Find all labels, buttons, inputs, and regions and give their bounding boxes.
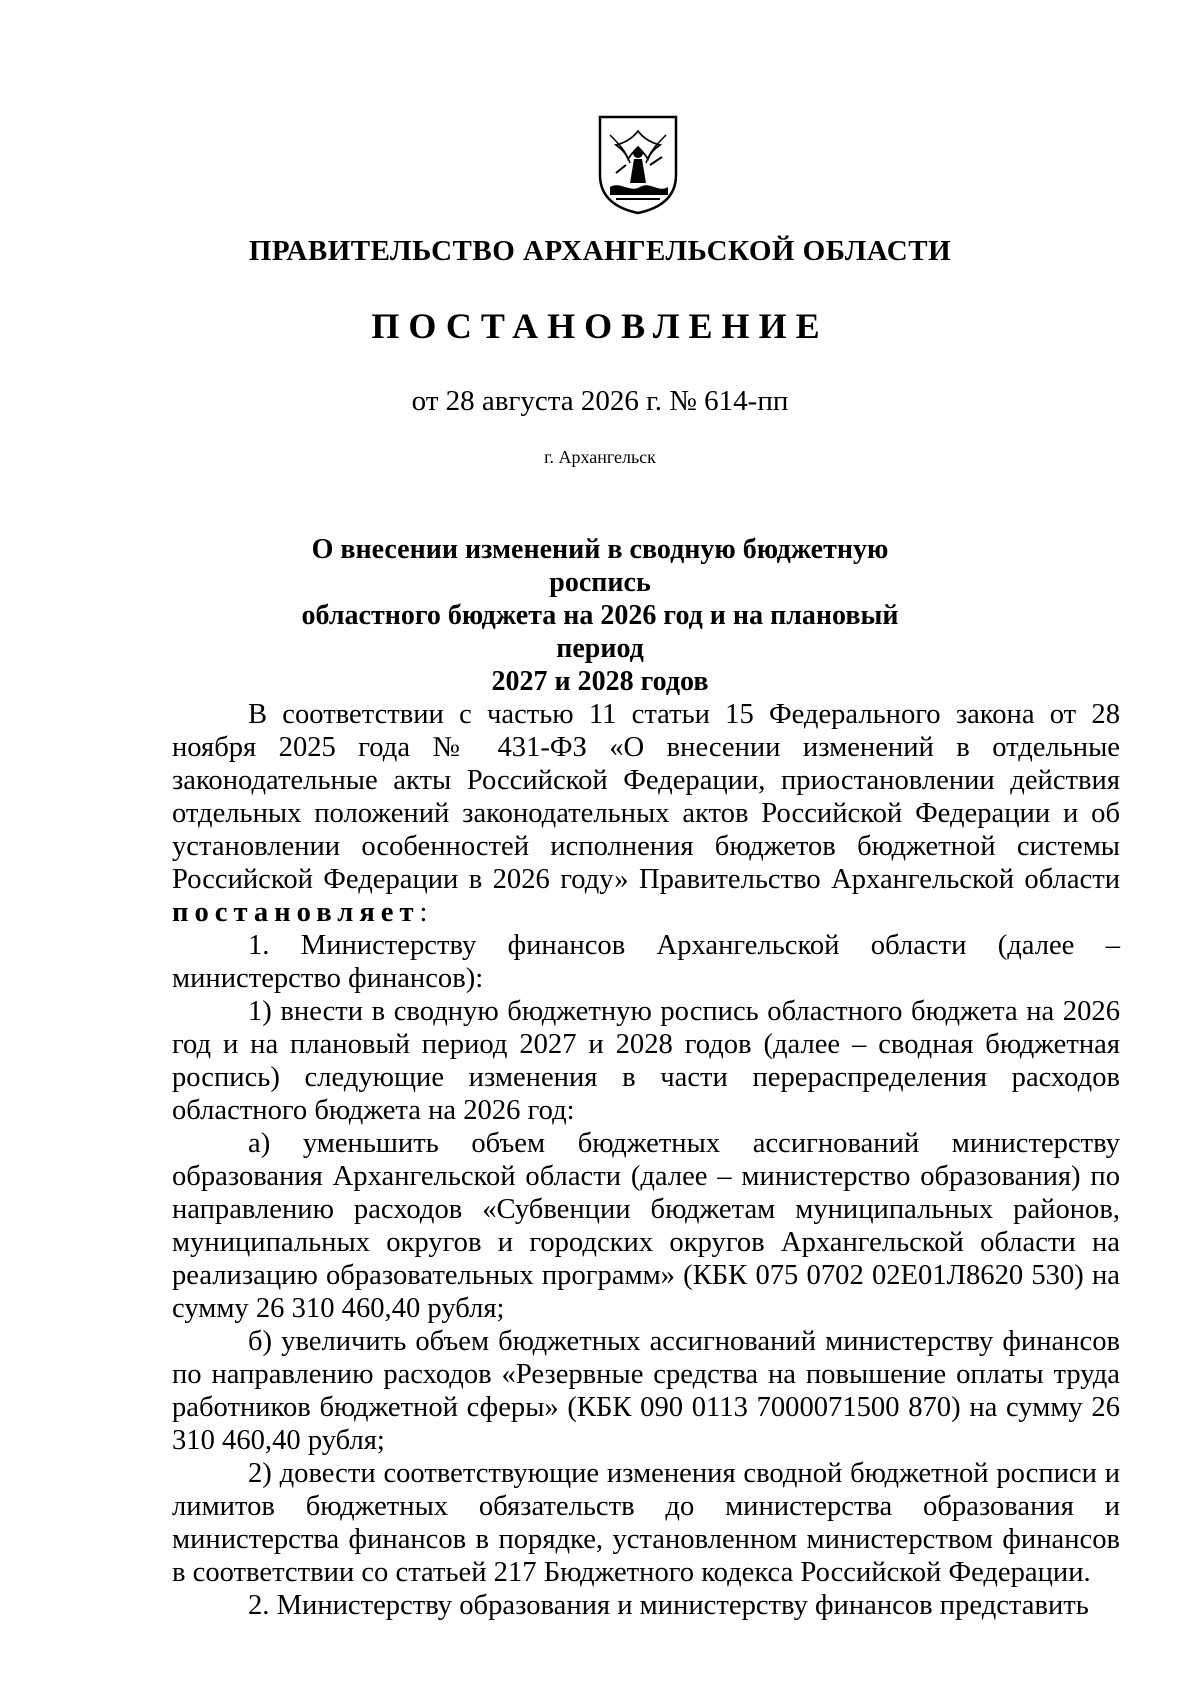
preamble-paragraph — [172, 698, 1120, 929]
resolves-colon: : — [419, 897, 428, 928]
coat-of-arms-emblem — [596, 113, 680, 215]
title-line-2: областного бюджета на 2026 год и на плановый период — [301, 600, 899, 664]
preamble-text: В соответствии с частью 11 статьи 15 Федерального закона от 28 ноября 2025 года № 431-ФЗ «О внесении изменений в отдельные законодательные акты Российской Федерации, приостановлении действия отдельных положений законодательных актов Российской Федерации и об установлении особенностей исполнения бюджетов бюджетной системы Российской Федерации в 2026 году» Правительство Архангельской области — [172, 699, 1120, 895]
title-line-1: О внесении изменений в сводную бюджетную роспись — [311, 534, 889, 598]
document-date-number: от 28 августа 2026 г. № 614-пп — [411, 385, 789, 417]
document-title — [270, 533, 930, 698]
resolves-word: постановляет — [172, 897, 420, 928]
paragraph-1-1-b: б) увеличить объем бюджетных ассигнований министерству финансов по направлению расходов «Резервные средства на повышение оплаты труда работников бюджетной сферы» (КБК 090 0113 7000071500 870) на сумму 26 310 460,40 рубля; — [172, 1326, 1120, 1456]
paragraph-1-1: 1) внести в сводную бюджетную роспись областного бюджета на 2026 год и на плановый период 2027 и 2028 годов (далее – сводная бюджетная роспись) следующие изменения в части перераспределения расходов областного бюджета на 2026 год: — [172, 996, 1120, 1126]
document-body — [172, 698, 1120, 1622]
document-type: ПОСТАНОВЛЕНИЕ — [371, 306, 829, 346]
paragraph-1-1-a: а) уменьшить объем бюджетных ассигнований министерству образования Архангельской области (далее – министерство образования) по направлению расходов «Субвенции бюджетам муниципальных районов, муниципальных округов и городских округов Архангельской области на реализацию образовательных программ» (КБК 075 0702 02Е01Л8620 530) на сумму 26 310 460,40 рубля; — [172, 1128, 1120, 1324]
paragraph-1-2: 2) довести соответствующие изменения сводной бюджетной росписи и лимитов бюджетных обязательств до министерства образования и министерства финансов в порядке, установленном министерством финансов в соответствии со статьей 217 Бюджетного кодекса Российской Федерации. — [172, 1458, 1120, 1588]
document-city: г. Архангельск — [544, 447, 656, 467]
organization-name: ПРАВИТЕЛЬСТВО АРХАНГЕЛЬСКОЙ ОБЛАСТИ — [248, 235, 952, 267]
title-line-3: 2027 и 2028 годов — [491, 666, 709, 697]
paragraph-1: 1. Министерству финансов Архангельской области (далее – министерство финансов): — [172, 930, 1120, 994]
paragraph-2: 2. Министерству образования и министерству финансов представить — [248, 1590, 1089, 1621]
